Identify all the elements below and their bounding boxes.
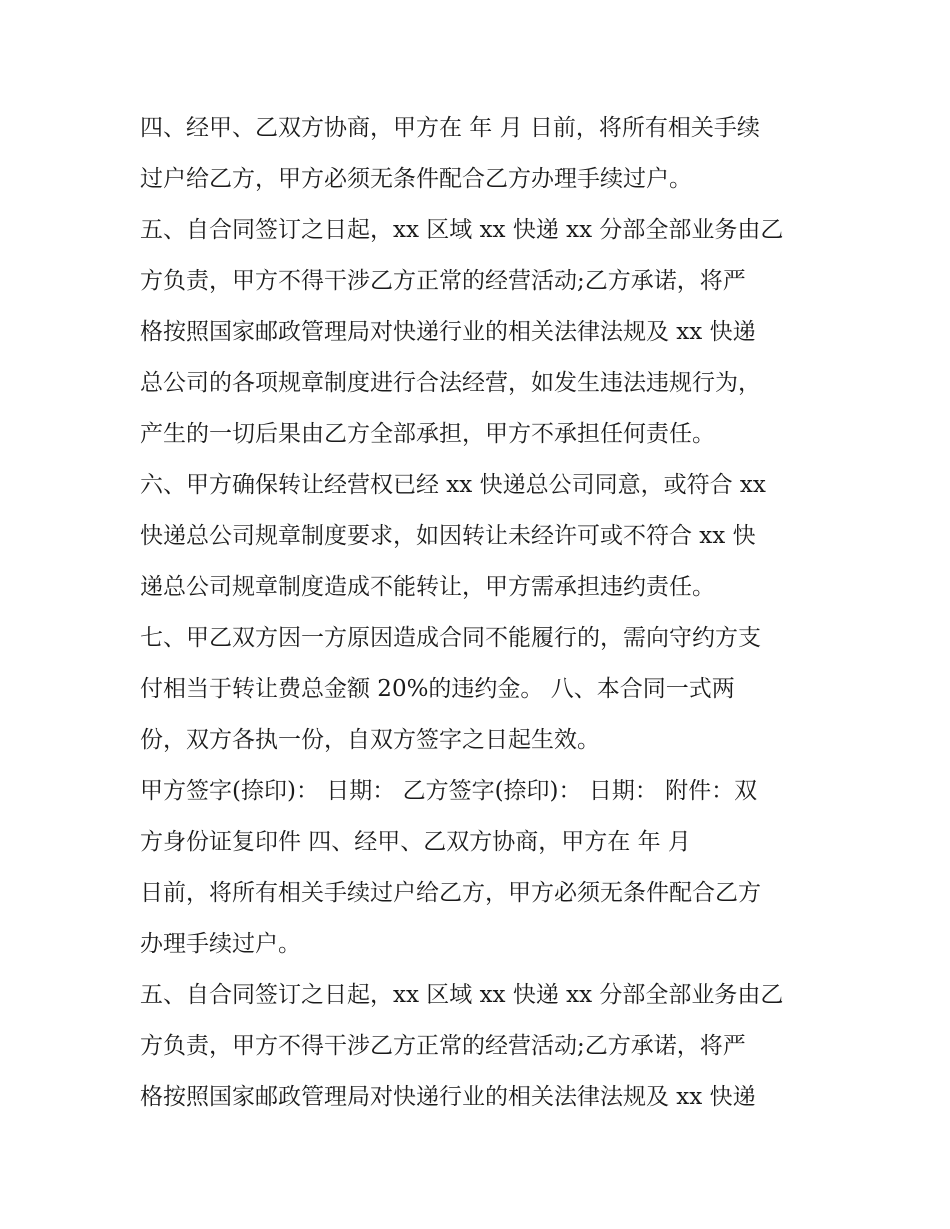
text-line: 产生的一切后果由乙方全部承担，甲方不承担任何责任。 bbox=[140, 421, 715, 447]
text-line: 日前，将所有相关手续过户给乙方，甲方必须无条件配合乙方 bbox=[140, 880, 761, 906]
text-line: 六、甲方确保转让经营权已经 xx 快递总公司同意，或符合 xx bbox=[140, 472, 766, 498]
text-line: 方负责，甲方不得干涉乙方正常的经营活动;乙方承诺，将严 bbox=[140, 1033, 746, 1059]
text-line: 方负责，甲方不得干涉乙方正常的经营活动;乙方承诺，将严 bbox=[140, 268, 746, 294]
text-line: 总公司的各项规章制度进行合法经营，如发生违法违规行为， bbox=[140, 370, 761, 396]
document-body bbox=[140, 103, 820, 1123]
text-line: 递总公司规章制度造成不能转让，甲方需承担违约责任。 bbox=[140, 574, 715, 600]
text-line: 四、经甲、乙双方协商，甲方在 年 月 日前，将所有相关手续 bbox=[140, 115, 760, 141]
text-line: 五、自合同签订之日起，xx 区域 xx 快递 xx 分部全部业务由乙 bbox=[140, 217, 784, 243]
text-line: 甲方签字(捺印)： 日期： 乙方签字(捺印)： 日期： 附件：双 bbox=[140, 778, 758, 804]
text-line: 格按照国家邮政管理局对快递行业的相关法律法规及 xx 快递 bbox=[140, 319, 756, 345]
text-line: 过户给乙方，甲方必须无条件配合乙方办理手续过户。 bbox=[140, 166, 692, 192]
text-line: 付相当于转让费总金额 20%的违约金。 八、本合同一式两 bbox=[140, 676, 735, 702]
text-line: 份，双方各执一份，自双方签字之日起生效。 bbox=[140, 727, 600, 753]
text-line: 七、甲乙双方因一方原因造成合同不能履行的，需向守约方支 bbox=[140, 625, 761, 651]
text-line: 办理手续过户。 bbox=[140, 931, 301, 957]
text-line: 快递总公司规章制度要求，如因转让未经许可或不符合 xx 快 bbox=[140, 523, 756, 549]
text-line: 方身份证复印件 四、经甲、乙双方协商，甲方在 年 月 bbox=[140, 829, 691, 855]
text-line: 格按照国家邮政管理局对快递行业的相关法律法规及 xx 快递 bbox=[140, 1084, 756, 1110]
text-line: 五、自合同签订之日起，xx 区域 xx 快递 xx 分部全部业务由乙 bbox=[140, 982, 784, 1008]
